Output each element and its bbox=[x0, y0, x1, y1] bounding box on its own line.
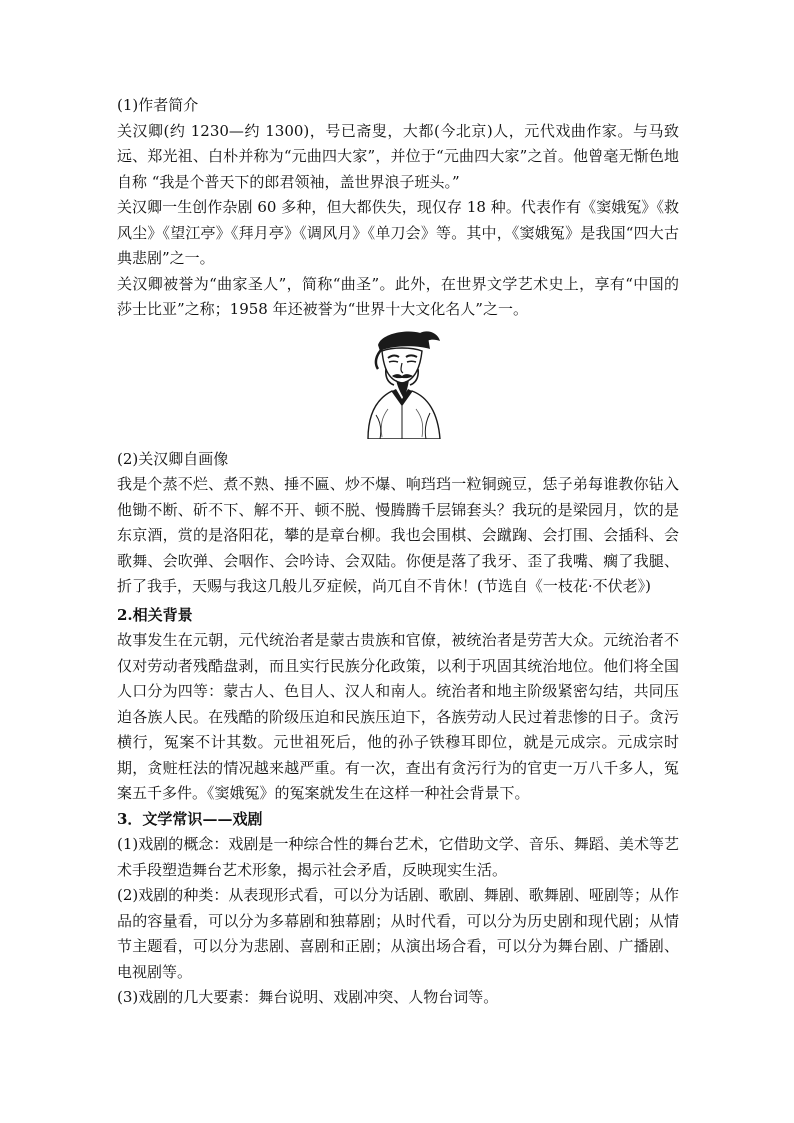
document-page bbox=[117, 93, 679, 1011]
drama-concept-paragraph: (1)戏剧的概念：戏剧是一种综合性的舞台艺术，它借助文学、音乐、舞蹈、美术等艺术手段塑造舞台艺术形象，揭示社会矛盾，反映现实生活。 bbox=[117, 835, 679, 879]
author-intro-heading: (1)作者简介 bbox=[117, 96, 199, 114]
drama-knowledge-heading: 3．文学常识——戏剧 bbox=[117, 809, 263, 828]
portrait-icon bbox=[358, 325, 446, 439]
background-heading: 2.相关背景 bbox=[117, 605, 193, 624]
drama-types-paragraph: (2)戏剧的种类：从表现形式看，可以分为话剧、歌剧、舞剧、歌舞剧、哑剧等；从作品的容量看，可以分为多幕剧和独幕剧；从时代看，可以分为历史剧和现代剧；从情节主题看，可以分为悲剧、喜剧和正剧；从演出场合看，可以分为舞台剧、广播剧、电视剧等。 bbox=[117, 886, 679, 981]
self-portrait-paragraph: 我是个蒸不烂、煮不熟、捶不匾、炒不爆、响珰珰一粒铜豌豆，恁子弟每谁教你钻入他锄不断、斫不下、解不开、顿不脱、慢腾腾千层锦套头？我玩的是梁园月，饮的是东京酒，赏的是洛阳花，攀的是章台柳。我也会围棋、会蹴踘、会打围、会插科、会歌舞、会吹弹、会咽作、会吟诗、会双陆。你便是落了我牙、歪了我嘴、瘸了我腿、折了我手，天赐与我这几般儿歹症候，尚兀自不肯休！(节选自《一枝花·不伏老》) bbox=[117, 475, 679, 595]
author-bio-paragraph: 关汉卿(约 1230—约 1300)，号已斋叟，大都(今北京)人，元代戏曲作家。与马致远、郑光祖、白朴并称为“元曲四大家”，并位于“元曲四大家”之首。他曾毫无惭色地自称 “我是个普天下的郎君领袖，盖世界浪子班头。” bbox=[117, 121, 679, 191]
author-works-paragraph: 关汉卿一生创作杂剧 60 多种，但大都佚失，现仅存 18 种。代表作有《窦娥冤》《救风尘》《望江亭》《拜月亭》《调风月》《单刀会》等。其中，《窦娥冤》是我国“四大古典悲剧”之一。 bbox=[117, 198, 679, 267]
self-portrait-heading: (2)关汉卿自画像 bbox=[117, 449, 229, 468]
portrait-figure bbox=[117, 325, 679, 443]
background-paragraph: 故事发生在元朝，元代统治者是蒙古贵族和官僚，被统治者是劳苦大众。元统治者不仅对劳动者残酷盘剥，而且实行民族分化政策，以利于巩固其统治地位。他们将全国人口分为四等：蒙古人、色目人、汉人和南人。统治者和地主阶级紧密勾结，共同压迫各族人民。在残酷的阶级压迫和民族压迫下，各族劳动人民过着悲惨的日子。贪污横行，冤案不计其数。元世祖死后，他的孙子铁穆耳即位，就是元成宗。元成宗时期，贪赃枉法的情况越来越严重。有一次，查出有贪污行为的官吏一万八千多人，冤案五千多件。《窦娥冤》的冤案就发生在这样一种社会背景下。 bbox=[117, 631, 679, 802]
author-honors-paragraph: 关汉卿被誉为“曲家圣人”，简称“曲圣”。此外，在世界文学艺术史上，享有“中国的莎士比亚”之称；1958 年还被誉为“世界十大文化名人”之一。 bbox=[117, 274, 679, 318]
drama-elements-paragraph: (3)戏剧的几大要素：舞台说明、戏剧冲突、人物台词等。 bbox=[117, 988, 499, 1006]
